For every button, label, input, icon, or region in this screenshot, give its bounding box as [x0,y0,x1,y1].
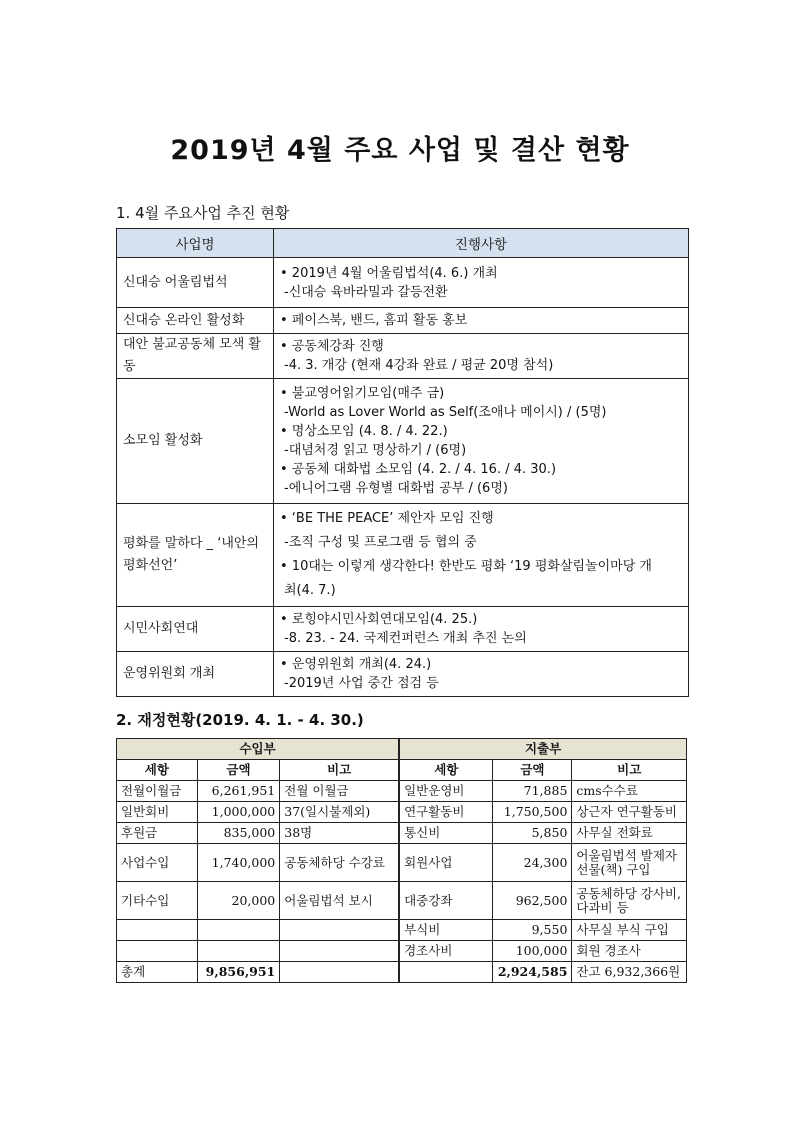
progress-line: -World as Lover World as Self(조애나 메이시) / (5명) [284,405,607,420]
progress-line: -조직 구성 및 프로그램 등 협의 중 [284,535,477,550]
progress-line: -신대승 육바라밀과 갈등전환 [284,284,448,300]
finance-cell: 사무실 부식 구입 [572,920,687,941]
project-row [117,607,689,652]
finance-table [116,738,687,983]
finance-cell: 2,924,585 [493,962,572,983]
finance-cell: 통신비 [399,823,493,844]
finance-col-header: 금액 [197,760,280,781]
project-progress [274,308,689,334]
project-progress [274,379,689,504]
finance-cell: 전월 이월금 [280,781,399,802]
finance-col-header: 세항 [117,760,198,781]
finance-cell: 1,000,000 [197,802,280,823]
progress-line: • 10대는 이렇게 생각한다! 한반도 평화 ‘19 평화살림놀이마당 개 [280,559,652,574]
project-row [117,334,689,379]
finance-col-header: 비고 [572,760,687,781]
section-heading-projects: 1. 4월 주요사업 추진 현황 [116,204,290,222]
project-progress [274,258,689,308]
finance-col-header: 세항 [399,760,493,781]
project-name: 시민사회연대 [117,607,274,652]
project-progress [274,334,689,379]
finance-cell: 1,750,500 [493,802,572,823]
finance-cell: 부식비 [399,920,493,941]
page-title: 2019년 4월 주요 사업 및 결산 현황 [170,135,630,166]
finance-cell: 962,500 [493,882,572,920]
progress-line: 최(4. 7.) [284,583,336,598]
finance-cell: 37(일시불제외) [280,802,399,823]
progress-line: • 명상소모임 (4. 8. / 4. 22.) [280,424,448,439]
finance-cell: 회원사업 [399,844,493,882]
finance-col-header: 금액 [493,760,572,781]
project-name: 평화를 말하다 _ ‘내안의 평화선언’ [117,504,274,607]
progress-line: • 로힝야시민사회연대모임(4. 25.) [280,612,478,627]
finance-cell: 연구활동비 [399,802,493,823]
project-row [117,258,689,308]
progress-line: • 2019년 4월 어울림법석(4. 6.) 개최 [280,265,498,281]
finance-cell: 100,000 [493,941,572,962]
project-name: 대안 불교공동체 모색 활동 [117,334,274,379]
progress-line: • 페이스북, 밴드, 홈피 활동 홍보 [280,313,468,328]
finance-cell: 사업수입 [117,844,198,882]
projects-table [116,228,689,697]
progress-line: -4. 3. 개강 (현재 4강좌 완료 / 평균 20명 참석) [284,358,554,373]
finance-col-header: 비고 [280,760,399,781]
project-row [117,308,689,334]
finance-cell: 공동체하당 강사비, 다과비 등 [572,882,687,920]
finance-cell: 6,261,951 [197,781,280,802]
project-row [117,652,689,697]
finance-cell: 잔고 6,932,366원 [572,962,687,983]
project-name: 신대승 어울림법석 [117,258,274,308]
finance-cell [197,941,280,962]
finance-cell: 전월이월금 [117,781,198,802]
progress-line: -에니어그램 유형별 대화법 공부 / (6명) [284,481,508,496]
project-progress [274,607,689,652]
progress-line: • 불교영어읽기모임(매주 금) [280,386,445,401]
finance-cell: 후원금 [117,823,198,844]
col-header-project-name: 사업명 [117,229,274,258]
progress-line: -8. 23. - 24. 국제컨퍼런스 개최 추진 논의 [284,631,527,646]
finance-cell: 835,000 [197,823,280,844]
finance-row [117,781,687,802]
income-group-header: 수입부 [117,739,400,760]
finance-cell: 공동체하당 수강료 [280,844,399,882]
progress-line: • ‘BE THE PEACE’ 제안자 모임 진행 [280,511,494,526]
finance-cell: 경조사비 [399,941,493,962]
finance-cell: 상근자 연구활동비 [572,802,687,823]
progress-line: -2019년 사업 중간 점검 등 [284,676,439,691]
finance-row [117,882,687,920]
finance-cell: 기타수입 [117,882,198,920]
finance-row [117,844,687,882]
finance-cell: 일반회비 [117,802,198,823]
finance-cell: 회원 경조사 [572,941,687,962]
finance-row [117,941,687,962]
finance-cell: 38명 [280,823,399,844]
project-progress [274,504,689,607]
finance-cell: 9,550 [493,920,572,941]
finance-cell: 어울림법석 발제자 선물(책) 구입 [572,844,687,882]
project-name: 운영위원회 개최 [117,652,274,697]
finance-cell [117,920,198,941]
expense-group-header: 지출부 [399,739,686,760]
progress-line: -대념처경 읽고 명상하기 / (6명) [284,443,467,458]
finance-row [117,802,687,823]
finance-cell: 71,885 [493,781,572,802]
finance-cell: 대중강좌 [399,882,493,920]
finance-cell [117,941,198,962]
finance-cell: 1,740,000 [197,844,280,882]
finance-row [117,823,687,844]
finance-cell: 20,000 [197,882,280,920]
finance-cell [197,920,280,941]
finance-cell [399,962,493,983]
col-header-progress: 진행사항 [274,229,689,258]
finance-cell: 24,300 [493,844,572,882]
project-row [117,379,689,504]
project-progress [274,652,689,697]
finance-cell [280,920,399,941]
finance-cell [280,962,399,983]
finance-cell: 9,856,951 [197,962,280,983]
progress-line: • 운영위원회 개최(4. 24.) [280,657,432,672]
finance-cell: 사무실 전화료 [572,823,687,844]
finance-row [117,920,687,941]
finance-cell: 5,850 [493,823,572,844]
finance-cell: 어울림법석 보시 [280,882,399,920]
project-row [117,504,689,607]
section-heading-finance: 2. 재정현황(2019. 4. 1. - 4. 30.) [116,711,364,729]
project-name: 소모임 활성화 [117,379,274,504]
finance-cell: 일반운영비 [399,781,493,802]
finance-cell [280,941,399,962]
project-name: 신대승 온라인 활성화 [117,308,274,334]
progress-line: • 공동체 대화법 소모임 (4. 2. / 4. 16. / 4. 30.) [280,462,557,477]
progress-line: • 공동체강좌 진행 [280,339,384,354]
finance-cell: 총계 [117,962,198,983]
finance-cell: cms수수료 [572,781,687,802]
finance-row [117,962,687,983]
